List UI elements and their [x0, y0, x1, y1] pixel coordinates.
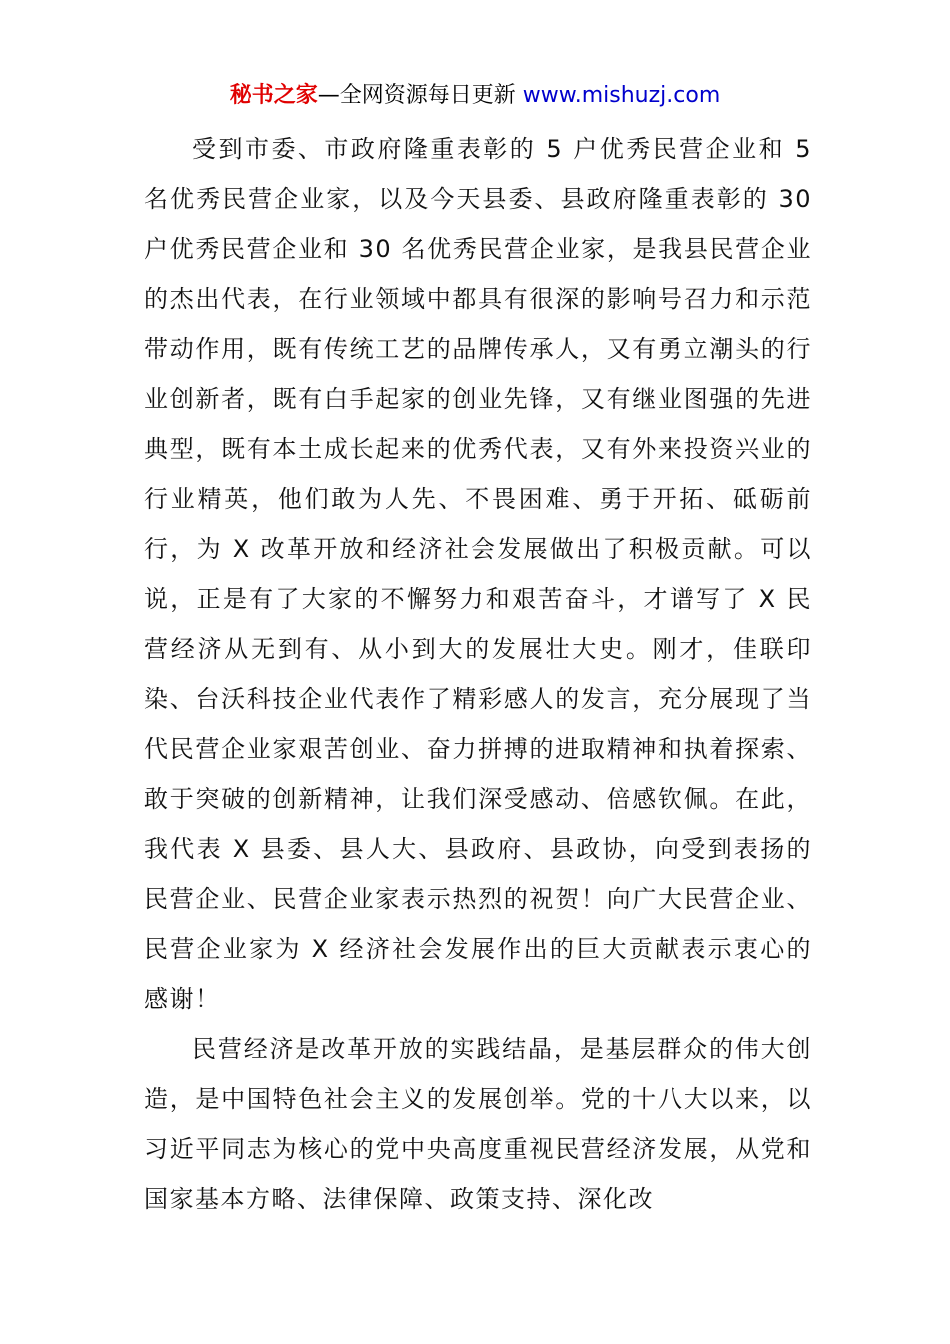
- site-brand: 秘书之家: [229, 83, 318, 108]
- site-url[interactable]: www.mishuzj.com: [522, 83, 721, 108]
- document-body: [144, 124, 812, 1224]
- site-header: [0, 80, 950, 112]
- paragraph: 受到市委、市政府隆重表彰的 5 户优秀民营企业和 5 名优秀民营企业家，以及今天县委、县政府隆重表彰的 30 户优秀民营企业和 30 名优秀民营企业家，是我县民营企业的杰出代表，在行业领域中都具有很深的影响号召力和示范带动作用，既有传统工艺的品牌传承人，又有勇立潮头的行业创新者，既有白手起家的创业先锋，又有继业图强的先进典型，既有本土成长起来的优秀代表，又有外来投资兴业的行业精英，他们敢为人先、不畏困难、勇于开拓、砥砺前行，为 X 改革开放和经济社会发展做出了积极贡献。可以说，正是有了大家的不懈努力和艰苦奋斗，才谱写了 X 民营经济从无到有、从小到大的发展壮大史。刚才，佳联印染、台沃科技企业代表作了精彩感人的发言，充分展现了当代民营企业家艰苦创业、奋力拼搏的进取精神和执着探索、敢于突破的创新精神，让我们深受感动、倍感钦佩。在此，我代表 X 县委、县人大、县政府、县政协，向受到表扬的民营企业、民营企业家表示热烈的祝贺！向广大民营企业、民营企业家为 X 经济社会发展作出的巨大贡献表示衷心的感谢！: [144, 135, 812, 1013]
- paragraph: 民营经济是改革开放的实践结晶，是基层群众的伟大创造，是中国特色社会主义的发展创举。党的十八大以来，以习近平同志为核心的党中央高度重视民营经济发展，从党和国家基本方略、法律保障、政策支持、深化改: [144, 1035, 812, 1213]
- site-tagline: —全网资源每日更新: [317, 83, 523, 108]
